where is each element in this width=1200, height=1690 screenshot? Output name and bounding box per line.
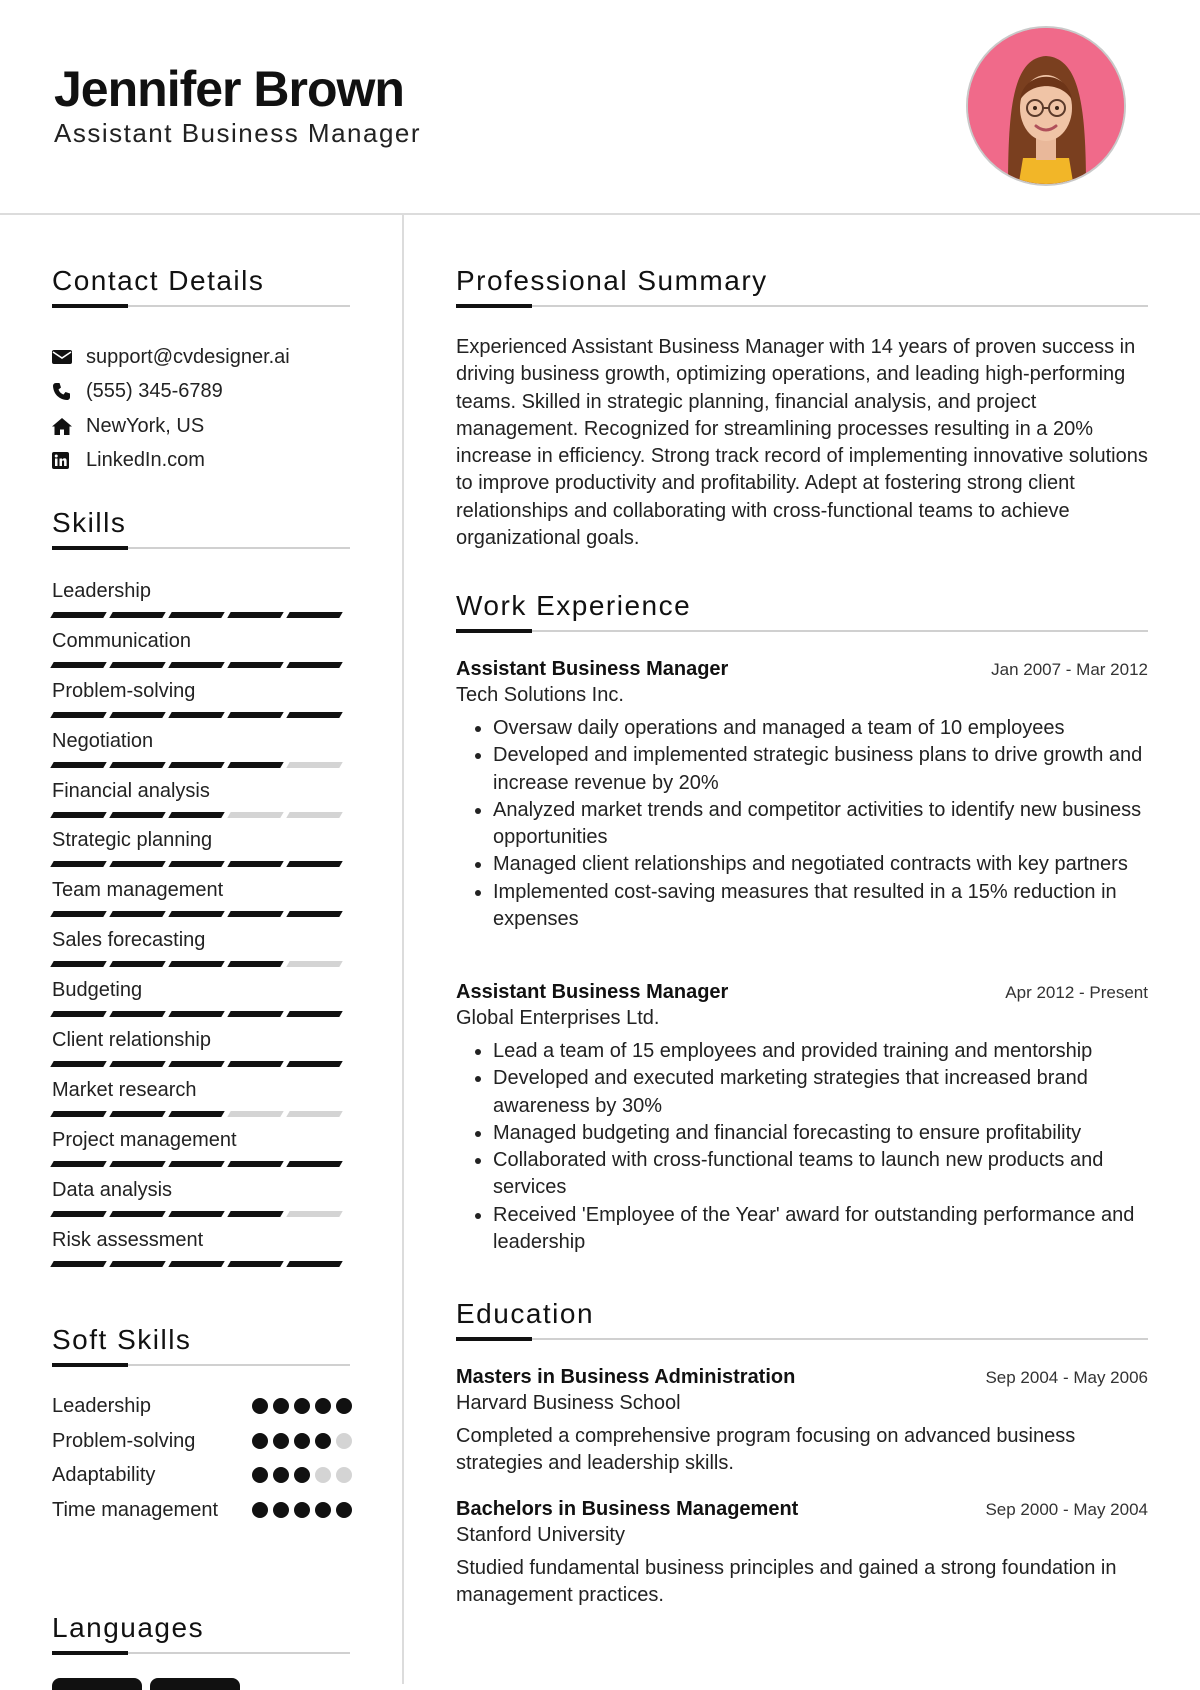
contact-linkedin[interactable] <box>52 444 352 479</box>
skill-level-segment <box>168 1211 224 1217</box>
contact-phone[interactable] <box>52 375 352 410</box>
languages-heading: Languages <box>52 1612 205 1643</box>
skill-name: Sales forecasting <box>52 929 206 952</box>
skill-level-segment <box>50 911 106 917</box>
skill-item <box>52 626 350 676</box>
job-title: Assistant Business Manager <box>456 658 729 680</box>
skill-item <box>52 1225 350 1275</box>
candidate-name: Jennifer Brown <box>54 61 404 117</box>
job-date: Jan 2007 - Mar 2012 <box>991 660 1148 679</box>
skill-name: Data analysis <box>52 1178 173 1201</box>
rating-dot <box>315 1467 331 1483</box>
skill-level-bar <box>52 762 350 768</box>
job-entry-1 <box>456 658 1148 933</box>
skill-level-segment <box>286 911 342 917</box>
skill-item <box>52 726 350 776</box>
skill-level-segment <box>227 1161 283 1167</box>
job-bullet: • Managed client relationships and negotiated contracts with key partners <box>493 851 1148 878</box>
section-rule <box>52 1364 350 1366</box>
job-bullet: • Lead a team of 15 employees and provided training and mentorship <box>493 1038 1148 1065</box>
skill-level-segment <box>286 1261 342 1267</box>
education-date: Sep 2000 - May 2004 <box>985 1500 1148 1519</box>
degree-title: Bachelors in Business Management <box>456 1498 799 1520</box>
skill-name: Project management <box>52 1128 237 1151</box>
soft-skill-item <box>52 1497 352 1532</box>
language-pill <box>52 1678 142 1690</box>
skill-level-segment <box>286 712 342 718</box>
job-bullet: • Implemented cost-saving measures that resulted in a 15% reduction in expenses <box>493 879 1148 934</box>
skill-level-segment <box>109 762 165 768</box>
contact-email-text: support@cvdesigner.ai <box>86 345 290 368</box>
skill-level-segment <box>50 961 106 967</box>
skill-level-segment <box>109 861 165 867</box>
skill-item <box>52 825 350 875</box>
language-pills <box>52 1678 240 1690</box>
skill-level-segment <box>168 861 224 867</box>
skill-level-bar <box>52 712 350 718</box>
school-name: Harvard Business School <box>456 1392 681 1414</box>
job-company: Global Enterprises Ltd. <box>456 1007 660 1029</box>
degree-title: Masters in Business Administration <box>456 1366 796 1388</box>
job-bullet: • Developed and executed marketing strategies that increased brand awareness by 30% <box>493 1065 1148 1120</box>
summary-heading: Professional Summary <box>456 265 768 296</box>
skill-level-bar <box>52 861 350 867</box>
soft-skill-name: Leadership <box>52 1395 151 1417</box>
skill-level-segment <box>168 712 224 718</box>
rating-dot <box>273 1467 289 1483</box>
rating-dot <box>294 1502 310 1518</box>
soft-skills-heading: Soft Skills <box>52 1324 192 1355</box>
skill-item <box>52 1025 350 1075</box>
rating-dot <box>252 1433 268 1449</box>
skill-level-segment <box>227 612 283 618</box>
skill-level-segment <box>109 961 165 967</box>
profile-photo <box>966 26 1126 186</box>
skill-level-segment <box>286 612 342 618</box>
education-entry-2 <box>456 1498 1148 1610</box>
soft-skill-item <box>52 1428 352 1463</box>
education-section-header <box>456 1298 1148 1340</box>
section-rule <box>456 1338 1148 1340</box>
skill-name: Team management <box>52 879 224 902</box>
skill-level-segment <box>227 712 283 718</box>
skill-level-segment <box>109 1061 165 1067</box>
soft-skill-rating <box>252 1502 352 1518</box>
skill-name: Negotiation <box>52 729 154 752</box>
skill-level-segment <box>168 762 224 768</box>
school-name: Stanford University <box>456 1524 625 1546</box>
rating-dot <box>294 1433 310 1449</box>
column-divider <box>402 214 404 1684</box>
skill-level-bar <box>52 1061 350 1067</box>
skill-name: Risk assessment <box>52 1228 204 1251</box>
skill-item <box>52 875 350 925</box>
rating-dot <box>315 1398 331 1414</box>
soft-skill-rating <box>252 1398 352 1414</box>
education-description: Completed a comprehensive program focusing on advanced business strategies and leadership skills. <box>456 1425 1076 1475</box>
contact-location <box>52 409 352 444</box>
job-company: Tech Solutions Inc. <box>456 684 624 706</box>
rating-dot <box>336 1502 352 1518</box>
skill-name: Strategic planning <box>52 829 213 852</box>
phone-icon <box>52 382 86 401</box>
soft-skill-name: Problem-solving <box>52 1429 196 1452</box>
soft-skills-section-header <box>52 1324 350 1366</box>
skill-level-segment <box>286 861 342 867</box>
soft-skill-item <box>52 1393 352 1428</box>
skill-level-segment <box>109 812 165 818</box>
job-bullet: • Oversaw daily operations and managed a team of 10 employees <box>493 715 1148 742</box>
skill-level-segment <box>286 1211 342 1217</box>
skills-heading: Skills <box>52 507 127 538</box>
skill-level-segment <box>109 712 165 718</box>
skill-name: Leadership <box>52 580 151 602</box>
skill-level-bar <box>52 1011 350 1017</box>
rating-dot <box>252 1398 268 1414</box>
language-pill <box>150 1678 240 1690</box>
contact-heading: Contact Details <box>52 265 265 296</box>
job-bullet: • Collaborated with cross-functional teams to launch new products and services <box>493 1147 1148 1202</box>
skill-level-bar <box>52 961 350 967</box>
skill-level-bar <box>52 612 350 618</box>
candidate-title: Assistant Business Manager <box>54 118 422 148</box>
skill-item <box>52 975 350 1025</box>
linkedin-icon <box>52 452 86 469</box>
envelope-icon <box>52 349 86 365</box>
skill-level-segment <box>286 762 342 768</box>
home-icon <box>52 418 86 435</box>
rating-dot <box>294 1398 310 1414</box>
skill-level-bar <box>52 1261 350 1267</box>
profile-photo-illustration <box>968 28 1124 184</box>
skill-level-segment <box>50 762 106 768</box>
skill-level-segment <box>109 911 165 917</box>
rating-dot <box>336 1433 352 1449</box>
experience-heading: Work Experience <box>456 590 692 621</box>
soft-skill-rating <box>252 1433 352 1449</box>
skill-level-segment <box>168 1161 224 1167</box>
skill-level-segment <box>227 1111 283 1117</box>
soft-skill-name: Adaptability <box>52 1464 156 1486</box>
skill-level-segment <box>168 911 224 917</box>
skill-level-segment <box>168 662 224 668</box>
skill-level-bar <box>52 1211 350 1217</box>
contact-section-header <box>52 265 350 307</box>
section-rule <box>456 305 1148 307</box>
skill-level-segment <box>227 662 283 668</box>
rating-dot <box>252 1467 268 1483</box>
skill-level-bar <box>52 911 350 917</box>
job-bullet: • Developed and implemented strategic business plans to drive growth and increase revenue by 20% <box>493 742 1148 797</box>
skill-item <box>52 1175 350 1225</box>
skill-level-segment <box>109 1261 165 1267</box>
skill-level-segment <box>168 612 224 618</box>
languages-section-header <box>52 1612 350 1654</box>
skill-name: Problem-solving <box>52 679 196 702</box>
job-date: Apr 2012 - Present <box>1005 983 1148 1002</box>
skill-level-segment <box>227 812 283 818</box>
rating-dot <box>252 1502 268 1518</box>
skill-level-segment <box>50 1011 106 1017</box>
experience-section-header <box>456 590 1148 632</box>
skill-level-bar <box>52 662 350 668</box>
skill-level-segment <box>227 1261 283 1267</box>
skill-level-segment <box>286 961 342 967</box>
skill-name: Market research <box>52 1078 197 1101</box>
rating-dot <box>315 1433 331 1449</box>
skill-level-segment <box>227 1211 283 1217</box>
soft-skill-rating <box>252 1467 352 1483</box>
skill-level-segment <box>109 1111 165 1117</box>
education-date: Sep 2004 - May 2006 <box>985 1368 1148 1387</box>
skill-item <box>52 925 350 975</box>
skill-level-bar <box>52 812 350 818</box>
skill-level-segment <box>227 861 283 867</box>
skill-level-segment <box>50 1211 106 1217</box>
skill-name: Budgeting <box>52 979 143 1002</box>
skill-level-segment <box>286 662 342 668</box>
job-title: Assistant Business Manager <box>456 981 729 1003</box>
skill-level-segment <box>50 1261 106 1267</box>
skill-level-segment <box>168 961 224 967</box>
rating-dot <box>273 1433 289 1449</box>
soft-skill-name: Time management <box>52 1498 218 1521</box>
skill-level-segment <box>50 662 106 668</box>
skill-level-bar <box>52 1161 350 1167</box>
skill-level-segment <box>168 1261 224 1267</box>
skill-level-segment <box>109 1011 165 1017</box>
skill-level-segment <box>109 1161 165 1167</box>
resume-header <box>0 0 1200 215</box>
skill-level-segment <box>50 1161 106 1167</box>
skill-level-segment <box>168 1111 224 1117</box>
skill-item <box>52 676 350 726</box>
skill-level-bar <box>52 1111 350 1117</box>
skill-level-segment <box>227 762 283 768</box>
job-bullets <box>456 1038 1148 1256</box>
section-rule <box>52 305 350 307</box>
skill-level-segment <box>286 1061 342 1067</box>
contact-email[interactable] <box>52 340 352 375</box>
section-rule <box>52 547 350 549</box>
section-rule <box>456 630 1148 632</box>
skill-item <box>52 1125 350 1175</box>
contact-linkedin-text: LinkedIn.com <box>86 449 205 472</box>
job-bullet: • Received 'Employee of the Year' award for outstanding performance and leadership <box>493 1202 1148 1257</box>
skill-level-segment <box>50 861 106 867</box>
soft-skill-item <box>52 1462 352 1497</box>
rating-dot <box>336 1467 352 1483</box>
rating-dot <box>273 1398 289 1414</box>
contact-phone-text: (555) 345-6789 <box>86 380 223 403</box>
skill-level-segment <box>109 662 165 668</box>
skill-level-segment <box>50 612 106 618</box>
skill-level-segment <box>286 1111 342 1117</box>
skill-level-segment <box>50 1061 106 1067</box>
skill-level-segment <box>168 812 224 818</box>
education-entry-1 <box>456 1366 1148 1478</box>
skill-level-segment <box>286 1161 342 1167</box>
skill-level-segment <box>50 812 106 818</box>
skill-level-segment <box>109 612 165 618</box>
skill-level-segment <box>286 1011 342 1017</box>
education-heading: Education <box>456 1298 595 1329</box>
skills-section-header <box>52 507 350 549</box>
job-bullet: • Managed budgeting and financial forecasting to ensure profitability <box>493 1120 1148 1147</box>
rating-dot <box>315 1502 331 1518</box>
rating-dot <box>336 1398 352 1414</box>
job-entry-2 <box>456 981 1148 1256</box>
summary-text: Experienced Assistant Business Manager with 14 years of proven success in driving business growth, optimizing operations, and leading high-performing teams. Skilled in strategic planning, financial analysis, and project management. Recognized for streamlining processes resulting in a 20% increase in efficiency. Strong track record of implementing innovative solutions to improve productivity and profitability. Adept at fostering strong client relationships and collaborating with cross-functional teams to achieve organizational goals. <box>456 336 1148 550</box>
rating-dot <box>294 1467 310 1483</box>
contact-list <box>52 340 352 478</box>
skill-level-segment <box>50 1111 106 1117</box>
education-description: Studied fundamental business principles and gained a strong foundation in management practices. <box>456 1557 1117 1607</box>
skill-level-segment <box>168 1011 224 1017</box>
skill-level-segment <box>227 1011 283 1017</box>
skill-name: Financial analysis <box>52 779 210 802</box>
skill-level-segment <box>50 712 106 718</box>
section-rule <box>52 1652 350 1654</box>
rating-dot <box>273 1502 289 1518</box>
skill-level-segment <box>286 812 342 818</box>
skill-level-segment <box>227 1061 283 1067</box>
skill-item <box>52 576 350 626</box>
contact-location-text: NewYork, US <box>86 414 205 437</box>
job-bullets <box>456 715 1148 933</box>
summary-section-header <box>456 265 1148 307</box>
skill-item <box>52 776 350 826</box>
skills-list <box>52 576 350 1274</box>
skill-name: Communication <box>52 629 191 652</box>
skill-level-segment <box>227 961 283 967</box>
soft-skills-list <box>52 1393 352 1531</box>
summary-body <box>456 334 1148 552</box>
skill-name: Client relationship <box>52 1029 211 1052</box>
skill-level-segment <box>227 911 283 917</box>
skill-level-segment <box>109 1211 165 1217</box>
job-bullet: • Analyzed market trends and competitor activities to identify new business opportunities <box>493 797 1148 852</box>
skill-item <box>52 1075 350 1125</box>
skill-level-segment <box>168 1061 224 1067</box>
